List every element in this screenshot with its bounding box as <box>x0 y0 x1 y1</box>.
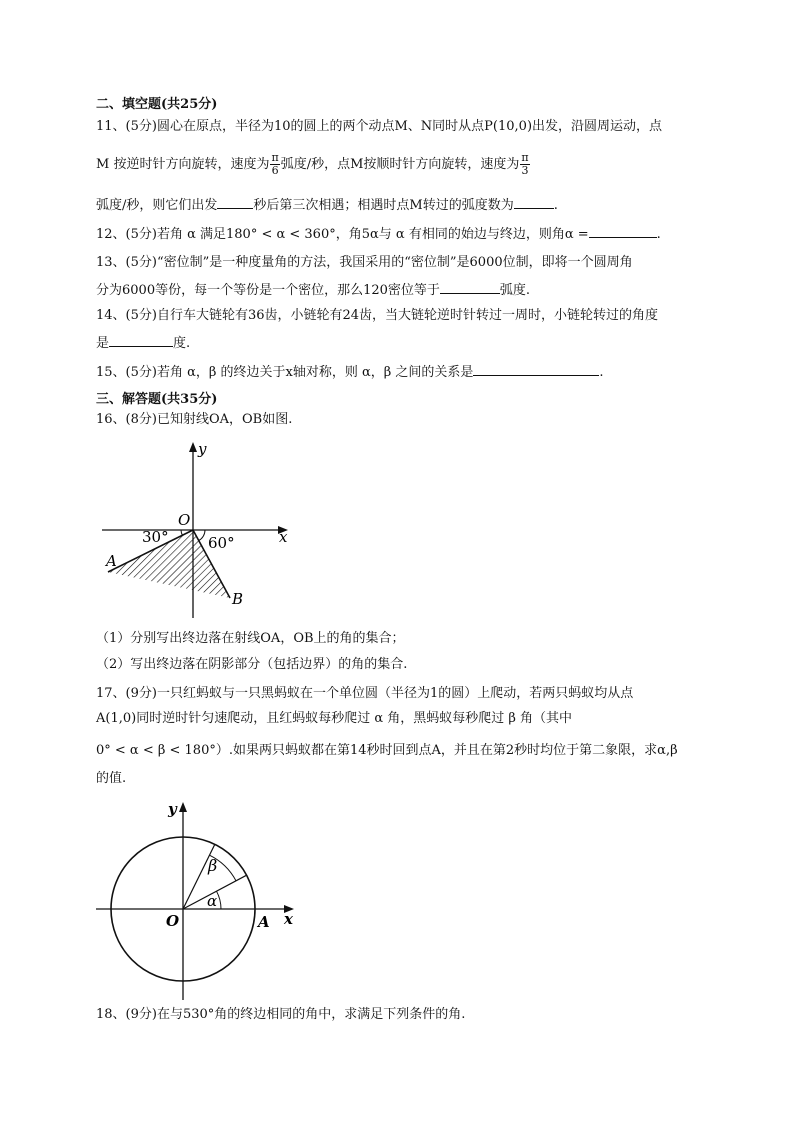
q13-blank[interactable] <box>440 281 500 294</box>
section2-heading: 二、填空题(共25分) <box>96 97 218 112</box>
q11-line3-b: 秒后第三次相遇；相遇时点M转过的弧度数为 <box>253 198 514 213</box>
q16-stem: 16、(8分)已知射线OA，OB如图. <box>96 412 293 427</box>
q16-label-b: B <box>232 590 244 608</box>
q16-label-o: O <box>178 511 191 529</box>
q16-label-a: A <box>106 552 117 570</box>
q17-line3: 0° < α < β < 180°）.如果两只蚂蚁都在第14秒时回到点A，并且在第2秒时均位于第二象限，求α,β <box>96 743 678 758</box>
q14-blank[interactable] <box>109 334 173 347</box>
q11-line2-b: 弧度/秒，点M按顺时针方向旋转，速度为 <box>280 157 520 172</box>
q16-label-y: y <box>198 440 207 458</box>
q11-line3 <box>96 196 558 214</box>
q14-line2-b: 度. <box>173 336 191 351</box>
q12 <box>96 225 661 243</box>
q11-line1: 11、(5分)圆心在原点，半径为10的圆上的两个动点M、N同时从点P(10,0)出发，沿圆周运动，点 <box>96 119 663 134</box>
q14-line1: 14、(5分)自行车大链轮有36齿，小链轮有24齿，当大链轮逆时针转过一周时，小链轮转过的角度 <box>96 308 659 323</box>
q16-angle-arc-30 <box>181 530 183 536</box>
q16-figure <box>96 438 296 618</box>
q16-part2: （2）写出终边落在阴影部分（包括边界）的角的集合. <box>96 657 408 672</box>
q11-line2-a: M 按逆时针方向旋转，速度为 <box>96 157 270 172</box>
section3-heading: 三、解答题(共35分) <box>96 392 218 407</box>
q15-blank[interactable] <box>473 363 599 376</box>
q13-line2-b: 弧度. <box>499 283 531 298</box>
q17-label-x: x <box>284 910 293 928</box>
q15-text: 15、(5分)若角 α，β 的终边关于x轴对称，则 α，β 之间的关系是 <box>96 365 474 380</box>
q16-angle-arc-60 <box>199 530 205 541</box>
q11-blank1[interactable] <box>217 196 253 209</box>
q16-part1: （1）分别写出终边落在射线OA，OB上的角的集合； <box>96 631 405 646</box>
q17-arc-alpha <box>217 891 222 909</box>
q15 <box>96 363 604 381</box>
q17-figure <box>96 796 306 1000</box>
q17-label-beta: β <box>208 856 218 875</box>
q17-line2: A(1,0)同时逆时针匀速爬动，且红蚂蚁每秒爬过 α 角，黑蚂蚁每秒爬过 β 角（其中 <box>96 711 573 726</box>
q17-line1: 17、(9分)一只红蚂蚁与一只黑蚂蚁在一个单位圆（半径为1的圆）上爬动，若两只蚂蚁均从点 <box>96 686 634 701</box>
q15-end: . <box>599 365 604 380</box>
q17-label-alpha: α <box>207 892 218 910</box>
q11-frac2 <box>520 152 529 177</box>
q16-label-x: x <box>279 528 288 546</box>
q11-line3-a: 弧度/秒，则它们出发 <box>96 198 218 213</box>
q17-line4: 的值. <box>96 771 127 786</box>
q11-line2 <box>96 152 531 177</box>
q16-angle-30: 30° <box>142 528 169 546</box>
q14-line2 <box>96 334 190 352</box>
q11-frac2-den: 3 <box>521 164 529 177</box>
q12-end: . <box>656 227 661 242</box>
q13-line1: 13、(5分)“密位制”是一种度量角的方法，我国采用的“密位制”是6000位制，即将一个圆周角 <box>96 255 633 270</box>
q12-blank[interactable] <box>589 225 657 238</box>
q11-frac2-num: π <box>521 151 529 164</box>
q16-y-arrow <box>189 442 197 452</box>
q17-label-a: A <box>258 913 270 931</box>
q11-line3-c: . <box>553 198 558 213</box>
q11-frac1-num: π <box>271 151 279 164</box>
q17-label-y: y <box>168 800 177 818</box>
q11-frac1 <box>270 152 279 177</box>
q12-text: 12、(5分)若角 α 满足180° < α < 360°，角5α与 α 有相同的始边与终边，则角α = <box>96 227 589 242</box>
q11-frac1-den: 6 <box>271 164 279 177</box>
q16-angle-60: 60° <box>208 534 235 552</box>
q17-y-arrow <box>179 802 187 812</box>
q18-line1: 18、(9分)在与530°角的终边相同的角中，求满足下列条件的角. <box>96 1007 466 1022</box>
q13-line2 <box>96 281 530 299</box>
q11-blank2[interactable] <box>514 196 554 209</box>
q17-label-o: O <box>166 912 180 930</box>
q13-line2-a: 分为6000等份，每一个等份是一个密位，那么120密位等于 <box>96 283 440 298</box>
q14-line2-a: 是 <box>96 336 110 351</box>
